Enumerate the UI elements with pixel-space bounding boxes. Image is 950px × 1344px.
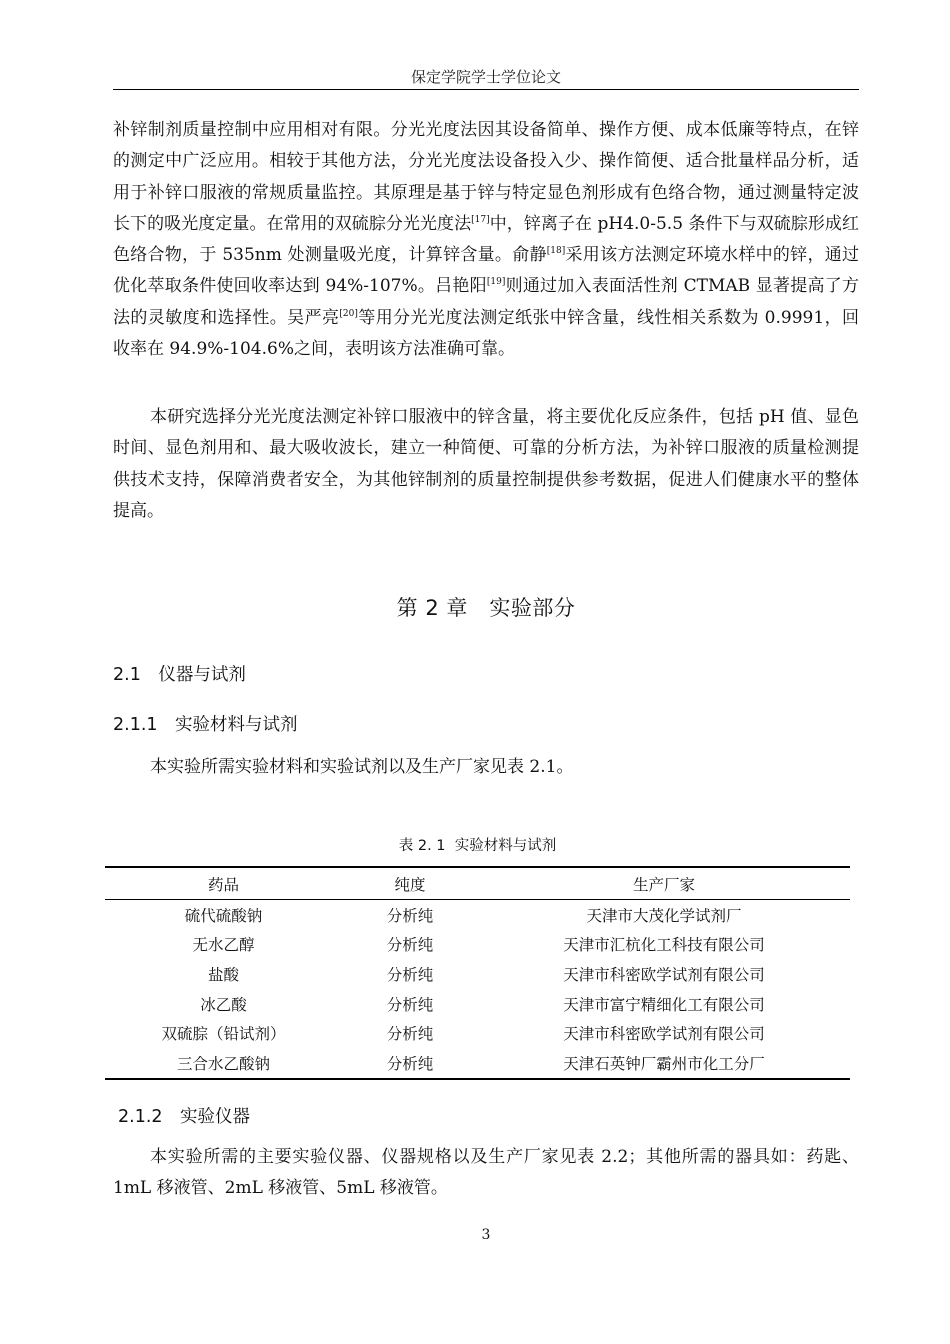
table-row <box>105 900 850 930</box>
cell-drug: 三合水乙酸钠 <box>176 1054 270 1073</box>
intro-text-part1: 补锌制剂质量控制中应用相对有限。分光光度法因其设备简单、操作方便、成本低廉等特点，在锌的测定中广泛应用。相较于其他方法，分光光度法设备投入少、操作简便、适合批量样品分析，适用于补锌口服液的常规质量监控。其原理是基于锌与特定显色剂形成有色络合物，通过测量特定波长下的吸光度定量。在常用的双硫腙分光光度法 <box>113 120 859 234</box>
intro-text-part3: 采用该方法测定环境水样中的锌，通过优化萃取条件使回收率达到 94%-107%。吕艳阳 <box>113 245 860 297</box>
table-row <box>105 930 850 960</box>
table-header-row <box>105 867 850 900</box>
intro-text-part5: 等用分光光度法测定纸张中锌含量，线性相关系数为 0.9991，回收率在 94.9%-104.6%之间，表明该方法准确可靠。 <box>113 307 859 360</box>
research-paragraph: 本研究选择分光光度法测定补锌口服液中的锌含量，将主要优化反应条件，包括 pH 值、显色时间、显色剂用和、最大吸收波长，建立一种简便、可靠的分析方法，为补锌口服液的质量检测提供技术支持，保障消费者安全，为其他锌制剂的质量控制提供参考数据，促进人们健康水平的整体提高。 <box>113 407 859 521</box>
cell-purity: 分析纯 <box>386 965 434 984</box>
cell-drug: 双硫腙（铅试剂） <box>161 1025 286 1044</box>
cell-purity: 分析纯 <box>386 906 434 925</box>
cell-drug: 冰乙酸 <box>200 995 247 1014</box>
citation-19[interactable]: [19] <box>486 277 506 288</box>
cell-manufacturer: 天津石英钟厂霸州市化工分厂 <box>563 1054 765 1073</box>
table-row <box>105 959 850 989</box>
cell-manufacturer: 天津市大茂化学试剂厂 <box>586 906 742 925</box>
table-row <box>105 1048 850 1079</box>
cell-manufacturer: 天津市科密欧学试剂有限公司 <box>563 965 765 984</box>
header-drug: 药品 <box>207 875 239 894</box>
section-2-1-2-text: 本实验所需的主要实验仪器、仪器规格以及生产厂家见表 2.2；其他所需的器具如：药匙、1mL 移液管、2mL 移液管、5mL 移液管。 <box>113 1147 859 1199</box>
cell-manufacturer: 天津市汇杭化工科技有限公司 <box>563 936 765 955</box>
header-divider <box>113 89 859 90</box>
table-caption: 表 2. 1 实验材料与试剂 <box>398 838 557 854</box>
section-2-1-title: 2.1 仪器与试剂 <box>113 665 246 685</box>
chapter-title: 第 2 章 实验部分 <box>396 596 576 620</box>
section-2-1-1-text: 本实验所需实验材料和实验试剂以及生产厂家见表 2.1。 <box>150 757 574 777</box>
header-manufacturer: 生产厂家 <box>632 875 695 894</box>
running-header: 保定学院学士学位论文 <box>410 68 561 86</box>
intro-paragraph <box>113 115 859 365</box>
cell-purity: 分析纯 <box>386 1054 434 1073</box>
citation-18[interactable]: [18] <box>546 246 566 257</box>
materials-table <box>105 866 850 1080</box>
section-2-1-2-title: 2.1.2 实验仪器 <box>118 1107 251 1127</box>
citation-20[interactable]: [20] <box>339 308 358 319</box>
cell-drug: 无水乙醇 <box>192 936 255 955</box>
cell-purity: 分析纯 <box>386 995 434 1014</box>
cell-manufacturer: 天津市富宁精细化工有限公司 <box>563 995 765 1014</box>
header-purity: 纯度 <box>394 875 426 894</box>
intro-text-part4: 则通过加入表面活性剂 CTMAB 显著提高了方法的灵敏度和选择性。吴严亮 <box>113 276 859 328</box>
section-2-1-1-title: 2.1.1 实验材料与试剂 <box>113 715 298 735</box>
table-row <box>105 1018 850 1048</box>
intro-text-part2: 中，锌离子在 pH4.0-5.5 条件下与双硫腙形成红色络合物，于 535nm 处测量吸光度，计算锌含量。俞静 <box>113 213 859 266</box>
citation-17[interactable]: [17] <box>471 214 490 225</box>
table-row <box>105 989 850 1019</box>
cell-drug: 硫代硫酸钠 <box>184 906 263 925</box>
page-number: 3 <box>481 1227 491 1243</box>
cell-purity: 分析纯 <box>386 936 434 955</box>
cell-purity: 分析纯 <box>386 1025 434 1044</box>
cell-drug: 盐酸 <box>207 965 239 984</box>
cell-manufacturer: 天津市科密欧学试剂有限公司 <box>563 1025 765 1044</box>
